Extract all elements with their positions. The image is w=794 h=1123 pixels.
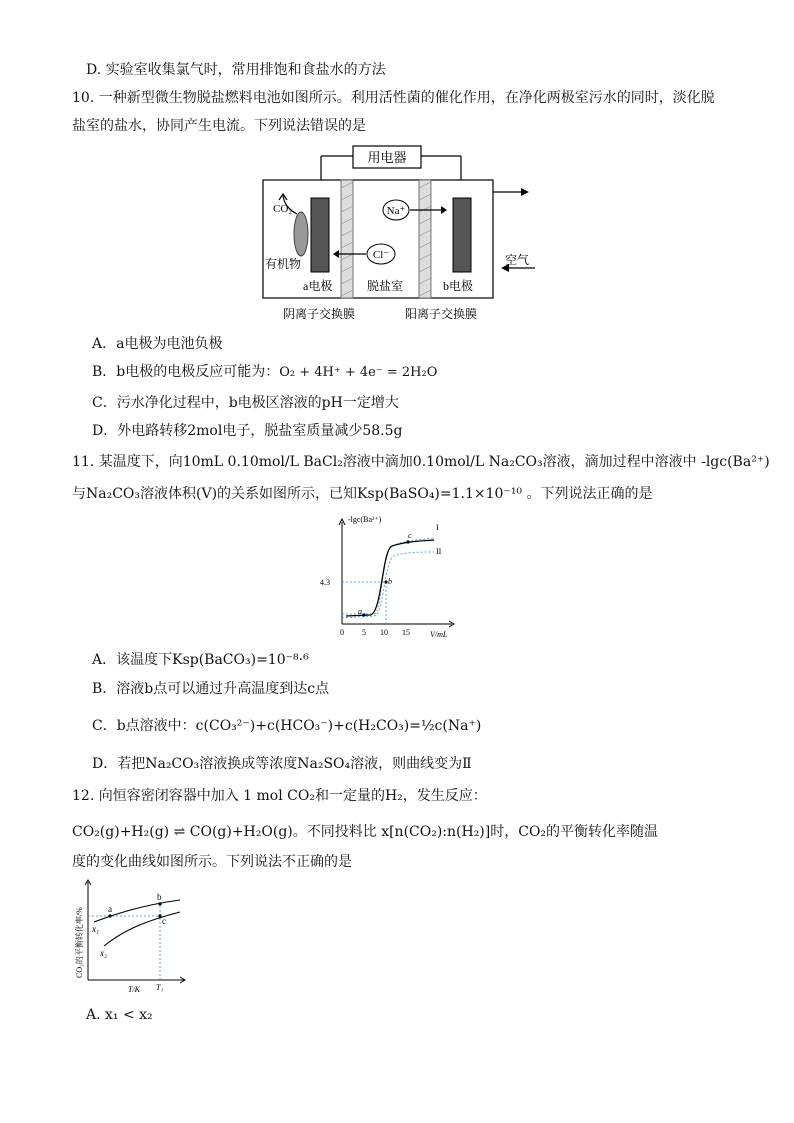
q10-option-c: C．污水净化过程中，b电极区溶液的pH一定增大	[92, 395, 399, 411]
na-label: Na⁺	[386, 205, 406, 217]
organic-label: 有机物	[265, 257, 302, 271]
q11-option-d: D．若把Na₂CO₃溶液换成等浓度Na₂SO₄溶液，则曲线变为Ⅱ	[92, 756, 472, 772]
q12-label-x1: x₁	[92, 924, 100, 934]
q11-xtick-0: 0	[340, 628, 344, 637]
q12-label-b: b	[157, 892, 162, 902]
cation-membrane	[419, 180, 431, 298]
q11-label-c: c	[408, 531, 412, 540]
q9-option-d: D. 实验室收集氯气时，常用排饱和食盐水的方法	[86, 62, 386, 78]
appliance-label: 用电器	[367, 150, 407, 165]
q11-option-c: C．b点溶液中：c(CO₃²⁻)+c(HCO₃⁻)+c(H₂CO₃)=½c(Na⁺)	[92, 718, 482, 734]
q10-option-d: D．外电路转移2mol电子，脱盐室质量减少58.5g	[92, 423, 403, 439]
q11-stem-line2: 与Na₂CO₃溶液体积(V)的关系如图所示，已知Ksp(BaSO₄)=1.1×10⁻¹⁰ 。下列说法正确的是	[72, 486, 653, 502]
electrode-b	[453, 198, 471, 272]
q12-label-a: a	[108, 904, 112, 914]
q11-label-a: a	[358, 607, 362, 616]
co2-label: CO₂	[273, 203, 293, 215]
q11-xlabel: V/mL	[430, 630, 448, 639]
q11-xtick-5: 5	[362, 628, 366, 637]
q10-fuel-cell-diagram	[255, 144, 545, 326]
q11-ytick: 4.3	[320, 578, 330, 587]
q12-xlabel: T/K	[128, 985, 141, 994]
q12-conversion-chart	[70, 878, 190, 996]
point-c	[406, 540, 409, 543]
electrode-a-label: a电极	[303, 279, 333, 293]
cation-membrane-label: 阳离子交换膜	[405, 307, 478, 321]
q11-ylabel: -lgc(Ba²⁺)	[348, 515, 382, 524]
q11-option-b: B．溶液b点可以通过升高温度到达c点	[92, 681, 330, 697]
q11-label-I: I	[436, 523, 439, 532]
q10-stem-line2: 盐室的盐水，协同产生电流。下列说法错误的是	[72, 118, 366, 134]
q12-stem-line2: CO₂(g)+H₂(g) ⇌ CO(g)+H₂O(g)。不同投料比 x[n(CO₂):n(H₂)]时，CO₂的平衡转化率随温	[72, 824, 659, 840]
q10-option-a: A．a电极为电池负极	[92, 336, 223, 352]
point-b	[158, 902, 161, 905]
q11-label-II: II	[436, 547, 442, 556]
curve-I	[342, 538, 434, 614]
anion-membrane-label: 阴离子交换膜	[283, 307, 356, 321]
air-label: 空气	[505, 253, 530, 267]
q12-label-x2: x₂	[100, 948, 108, 958]
cl-label: Cl⁻	[372, 249, 390, 261]
q12-ylabel: CO₂的平衡转化率/%	[75, 907, 84, 978]
point-a	[362, 613, 365, 616]
q11-xtick-15: 15	[402, 628, 410, 637]
curve-x2	[104, 912, 180, 946]
q11-titration-chart	[318, 510, 462, 640]
q10-stem-line1: 10. 一种新型微生物脱盐燃料电池如图所示。利用活性菌的催化作用，在净化两极室污水的同时，淡化脱	[72, 90, 715, 106]
electrode-a	[311, 198, 329, 272]
q12-stem-line1: 12. 向恒容密闭容器中加入 1 mol CO₂和一定量的H₂，发生反应：	[72, 788, 487, 804]
q10-option-b: B．b电极的电极反应可能为：O₂ + 4H⁺ + 4e⁻ = 2H₂O	[92, 364, 438, 380]
anion-membrane	[341, 180, 353, 298]
q11-label-b: b	[388, 577, 392, 586]
bacteria-film	[294, 212, 308, 256]
q12-option-a: A. x₁ < x₂	[86, 1007, 153, 1023]
q11-xtick-10: 10	[380, 628, 388, 637]
point-a	[108, 914, 111, 917]
q12-xtick-T1: T₁	[156, 983, 164, 992]
q11-option-a: A．该温度下Ksp(BaCO₃)=10⁻⁸·⁶	[92, 652, 309, 668]
curve-x1	[94, 900, 180, 922]
desalt-label: 脱盐室	[367, 279, 404, 293]
q11-stem-line1: 11. 某温度下，向10mL 0.10mol/L BaCl₂溶液中滴加0.10mol/L Na₂CO₃溶液，滴加过程中溶液中 -lgc(Ba²⁺)	[72, 454, 770, 470]
q12-label-c: c	[162, 916, 166, 926]
electrode-b-label: b电极	[443, 279, 474, 293]
q12-stem-line3: 度的变化曲线如图所示。下列说法不正确的是	[72, 854, 352, 870]
